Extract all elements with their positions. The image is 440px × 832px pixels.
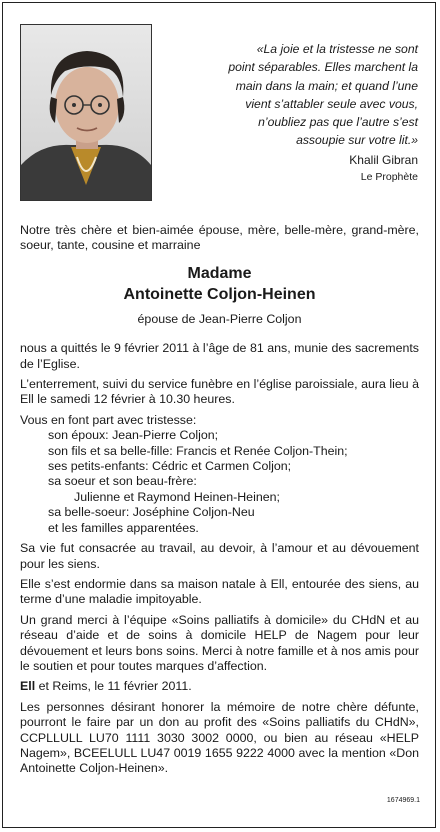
quote-attribution xyxy=(349,152,418,186)
death-paragraph: nous a quittés le 9 février 2011 à l’âge de 81 ans, munie des sacrements de l’Eglise. xyxy=(20,341,419,371)
place-date-rest: et Reims, le 11 février 2011. xyxy=(35,679,192,694)
family-item: sa soeur et son beau-frère: xyxy=(48,474,197,489)
quote-line: assoupie sur votre lit.» xyxy=(296,133,418,148)
thanks-paragraph: Un grand merci à l’équipe «Soins palliatifs à domicile» du CHdN et au réseau d’aide et de soins à domicile HELP de Nagem pour leur dévouement et leurs bons soins. Merci à notre famille et à nos amis pour le soutien et pour toutes marques d’affection. xyxy=(20,612,419,673)
place-date-line xyxy=(20,679,419,694)
quote-line: vient s’attabler seule avec vous, xyxy=(245,96,418,111)
quote-author: Khalil Gibran xyxy=(349,153,418,167)
family-item: son fils et sa belle-fille: Francis et Renée Coljon-Thein; xyxy=(48,443,348,458)
family-item: son époux: Jean-Pierre Coljon; xyxy=(48,428,219,443)
family-item: et les familles apparentées. xyxy=(48,520,199,535)
quote-line: main dans la main; et quand l’une xyxy=(235,78,418,93)
intro-paragraph: Notre très chère et bien-aimée épouse, mère, belle-mère, grand-mère, soeur, tante, cousine et marraine xyxy=(20,223,419,253)
donation-paragraph: Les personnes désirant honorer la mémoire de notre chère défunte, pourront le faire par un don au profit des «Soins palliatifs du CHdN», CCPLLULL LU70 1111 3030 3002 0000, ou bien au réseau «HELP Nagem», BCEELULL LU47 0019 1655 9222 4000 avec la mention «Don Antoinette Coljon-Heinen». xyxy=(20,699,419,776)
sleep-paragraph: Elle s’est endormie dans sa maison natale à Ell, entourée des siens, au terme d’une maladie impitoyable. xyxy=(20,576,419,607)
life-paragraph: Sa vie fut consacrée au travail, au devoir, à l’amour et au dévouement pour les siens. xyxy=(20,541,419,571)
family-item: ses petits-enfants: Cédric et Carmen Coljon; xyxy=(48,459,292,474)
notice-body xyxy=(20,223,419,777)
spouse-line: épouse de Jean-Pierre Coljon xyxy=(137,311,302,326)
reference-number: 1674969.1 xyxy=(386,797,420,804)
family-item: Julienne et Raymond Heinen-Heinen; xyxy=(74,489,280,504)
portrait-photo xyxy=(20,24,152,201)
family-item: sa belle-soeur: Joséphine Coljon-Neu xyxy=(48,505,255,520)
quote-book: Le Prophète xyxy=(360,171,418,183)
quote-line: point séparables. Elles marchent la xyxy=(228,60,418,75)
gibran-quote xyxy=(168,40,418,150)
family-intro: Vous en font part avec tristesse: xyxy=(20,412,197,427)
deceased-name: Antoinette Coljon-Heinen xyxy=(123,285,316,303)
quote-line: n’oubliez pas que l’autre s’est xyxy=(258,115,418,130)
burial-paragraph: L’enterrement, suivi du service funèbre en l’église paroissiale, aura lieu à Ell le samedi 12 février à 10.30 heures. xyxy=(20,377,419,407)
place-name: Ell xyxy=(20,679,36,694)
deceased-title: Madame xyxy=(187,264,252,282)
quote-line: «La joie et la tristesse ne sont xyxy=(256,42,418,56)
